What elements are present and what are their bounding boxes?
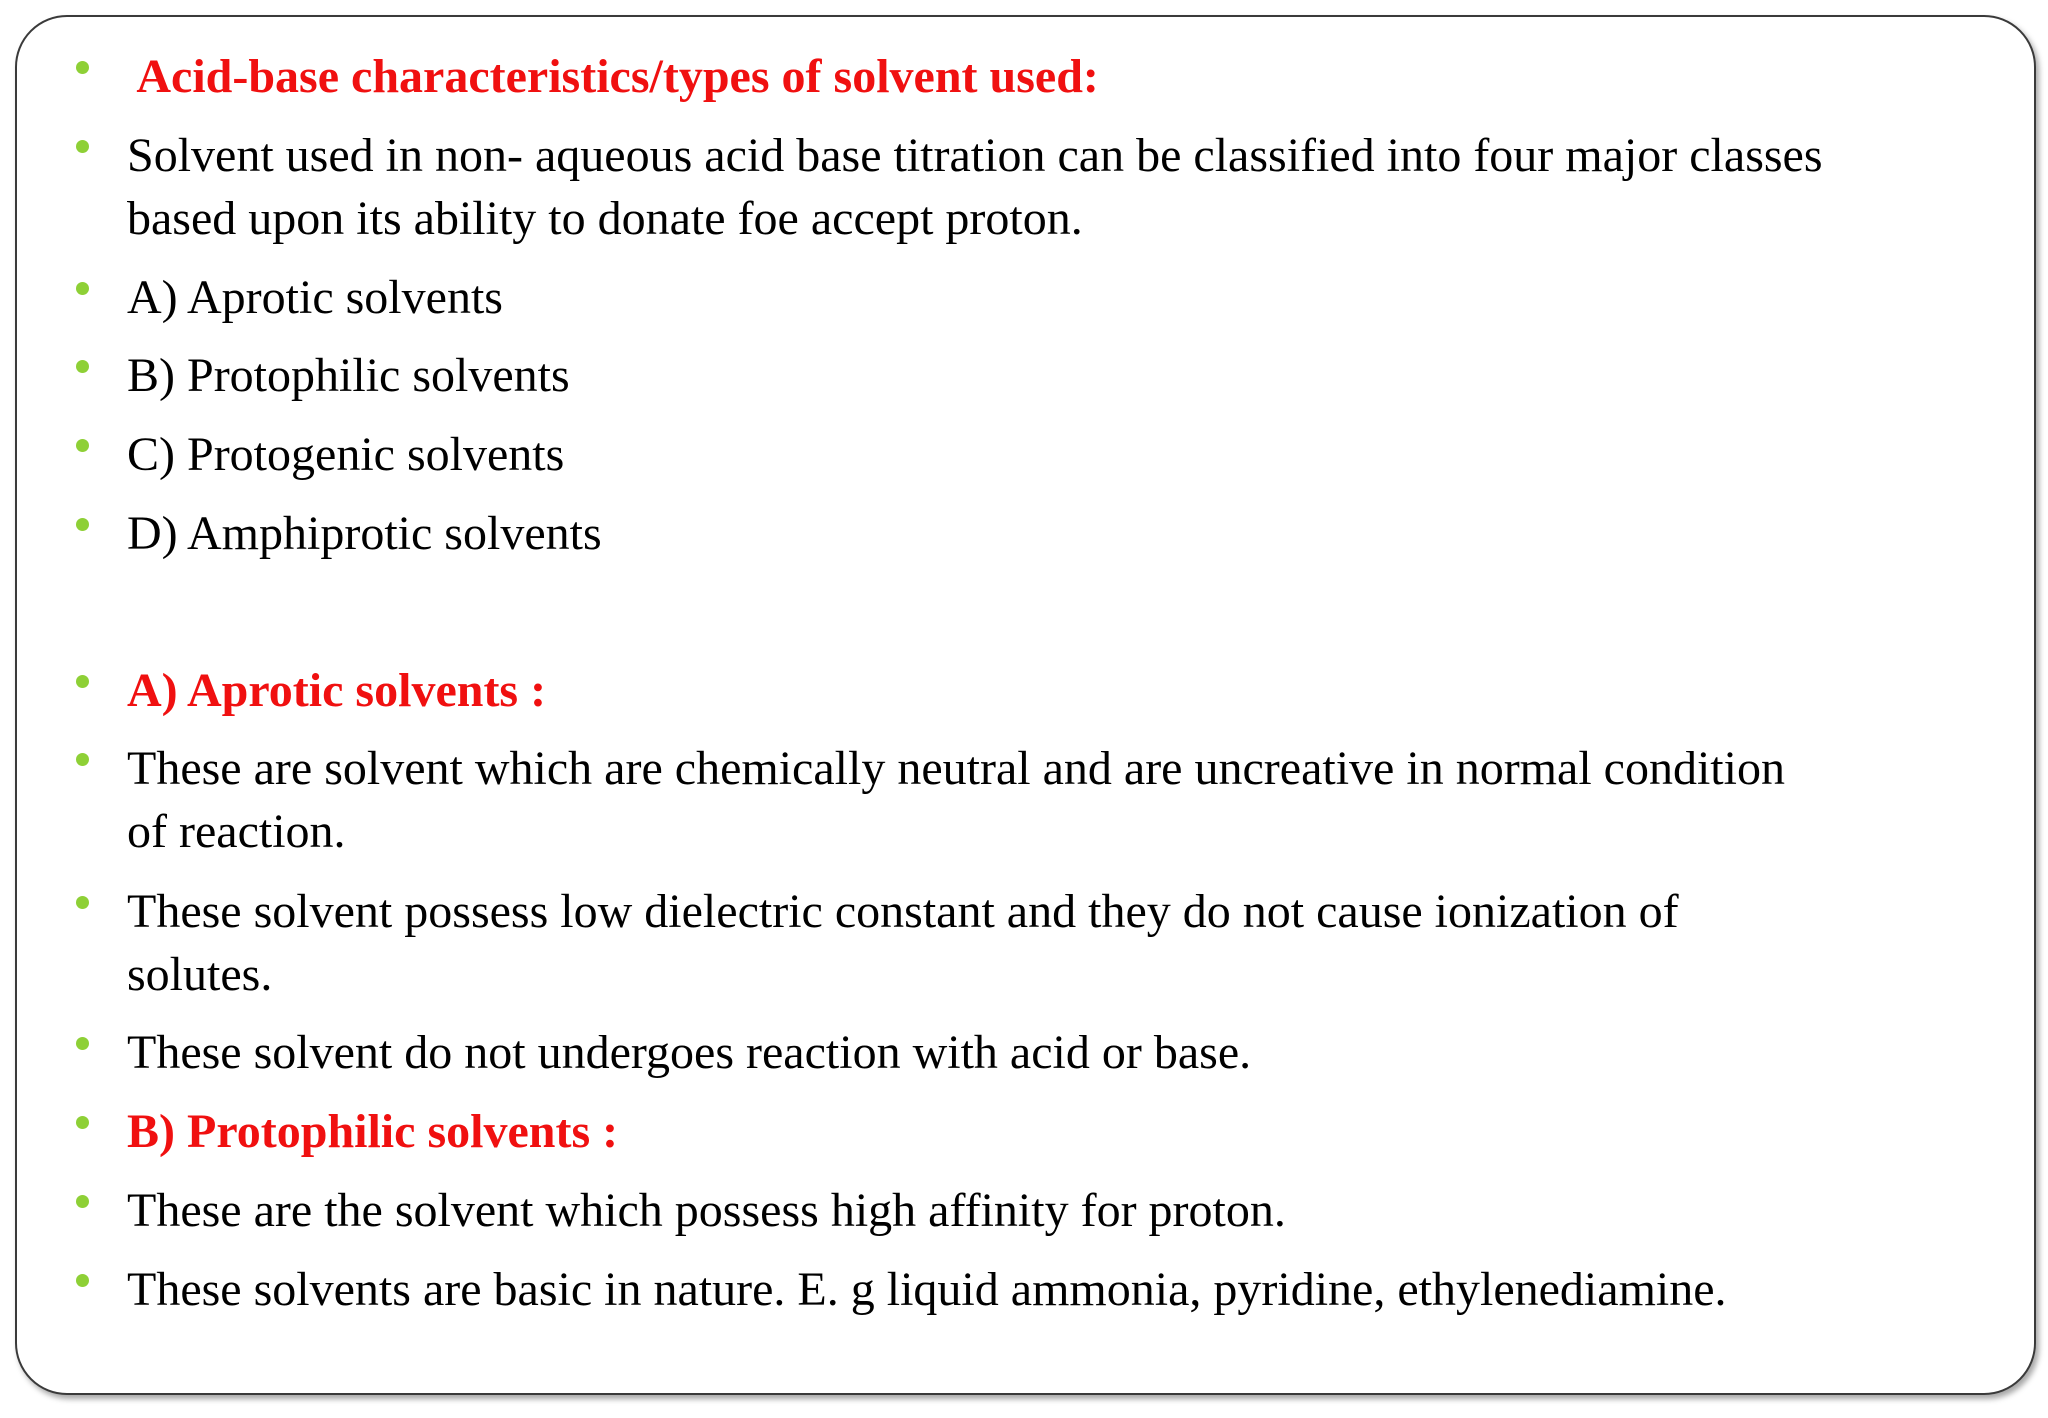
- bullet-text: [127, 880, 2007, 1006]
- bullet-dot-icon: [76, 61, 89, 74]
- bullet-dot-icon: [76, 439, 89, 452]
- text-line: based upon its ability to donate foe accept proton.: [127, 192, 1083, 245]
- text-line: These solvents are basic in nature. E. g liquid ammonia, pyridine, ethylenediamine.: [127, 1263, 1727, 1316]
- text-line: B) Protophilic solvents: [127, 349, 570, 402]
- bullet-text: [127, 1258, 2007, 1321]
- bullet-text: [127, 124, 2007, 250]
- text-line: These are solvent which are chemically neutral and are uncreative in normal condition: [127, 742, 1785, 795]
- text-line: Solvent used in non- aqueous acid base titration can be classified into four major classes: [127, 129, 1823, 182]
- heading-text: [127, 659, 2007, 722]
- heading-text: [127, 45, 2007, 108]
- heading-line: Acid-base characteristics/types of solvent used:: [127, 50, 1099, 103]
- bullet-text: [127, 266, 2007, 329]
- heading-text: [127, 1100, 2007, 1163]
- text-line: D) Amphiprotic solvents: [127, 507, 602, 560]
- bullet-dot-icon: [76, 1195, 89, 1208]
- bullet-dot-icon: [76, 896, 89, 909]
- text-line: C) Protogenic solvents: [127, 428, 565, 481]
- bullet-dot-icon: [76, 1037, 89, 1050]
- bullet-text: [127, 502, 2007, 565]
- text-line: These solvent possess low dielectric constant and they do not cause ionization of: [127, 885, 1679, 938]
- bullet-dot-icon: [76, 360, 89, 373]
- bullet-text: [127, 737, 2007, 863]
- bullet-text: [127, 344, 2007, 407]
- bullet-text: [127, 1021, 2007, 1084]
- text-line: A) Aprotic solvents: [127, 271, 503, 324]
- bullet-text: [127, 423, 2007, 486]
- bullet-dot-icon: [76, 518, 89, 531]
- bullet-dot-icon: [76, 1274, 89, 1287]
- bullet-dot-icon: [76, 675, 89, 688]
- text-line: These solvent do not undergoes reaction with acid or base.: [127, 1026, 1252, 1079]
- bullet-dot-icon: [76, 753, 89, 766]
- bullet-dot-icon: [76, 282, 89, 295]
- bullet-dot-icon: [76, 1116, 89, 1129]
- text-line: These are the solvent which possess high affinity for proton.: [127, 1184, 1286, 1237]
- bullet-text: [127, 1179, 2007, 1242]
- bullet-dot-icon: [76, 140, 89, 153]
- heading-line: A) Aprotic solvents :: [127, 664, 547, 717]
- text-line: of reaction.: [127, 805, 346, 858]
- heading-line: B) Protophilic solvents :: [127, 1105, 619, 1158]
- text-line: solutes.: [127, 948, 273, 1001]
